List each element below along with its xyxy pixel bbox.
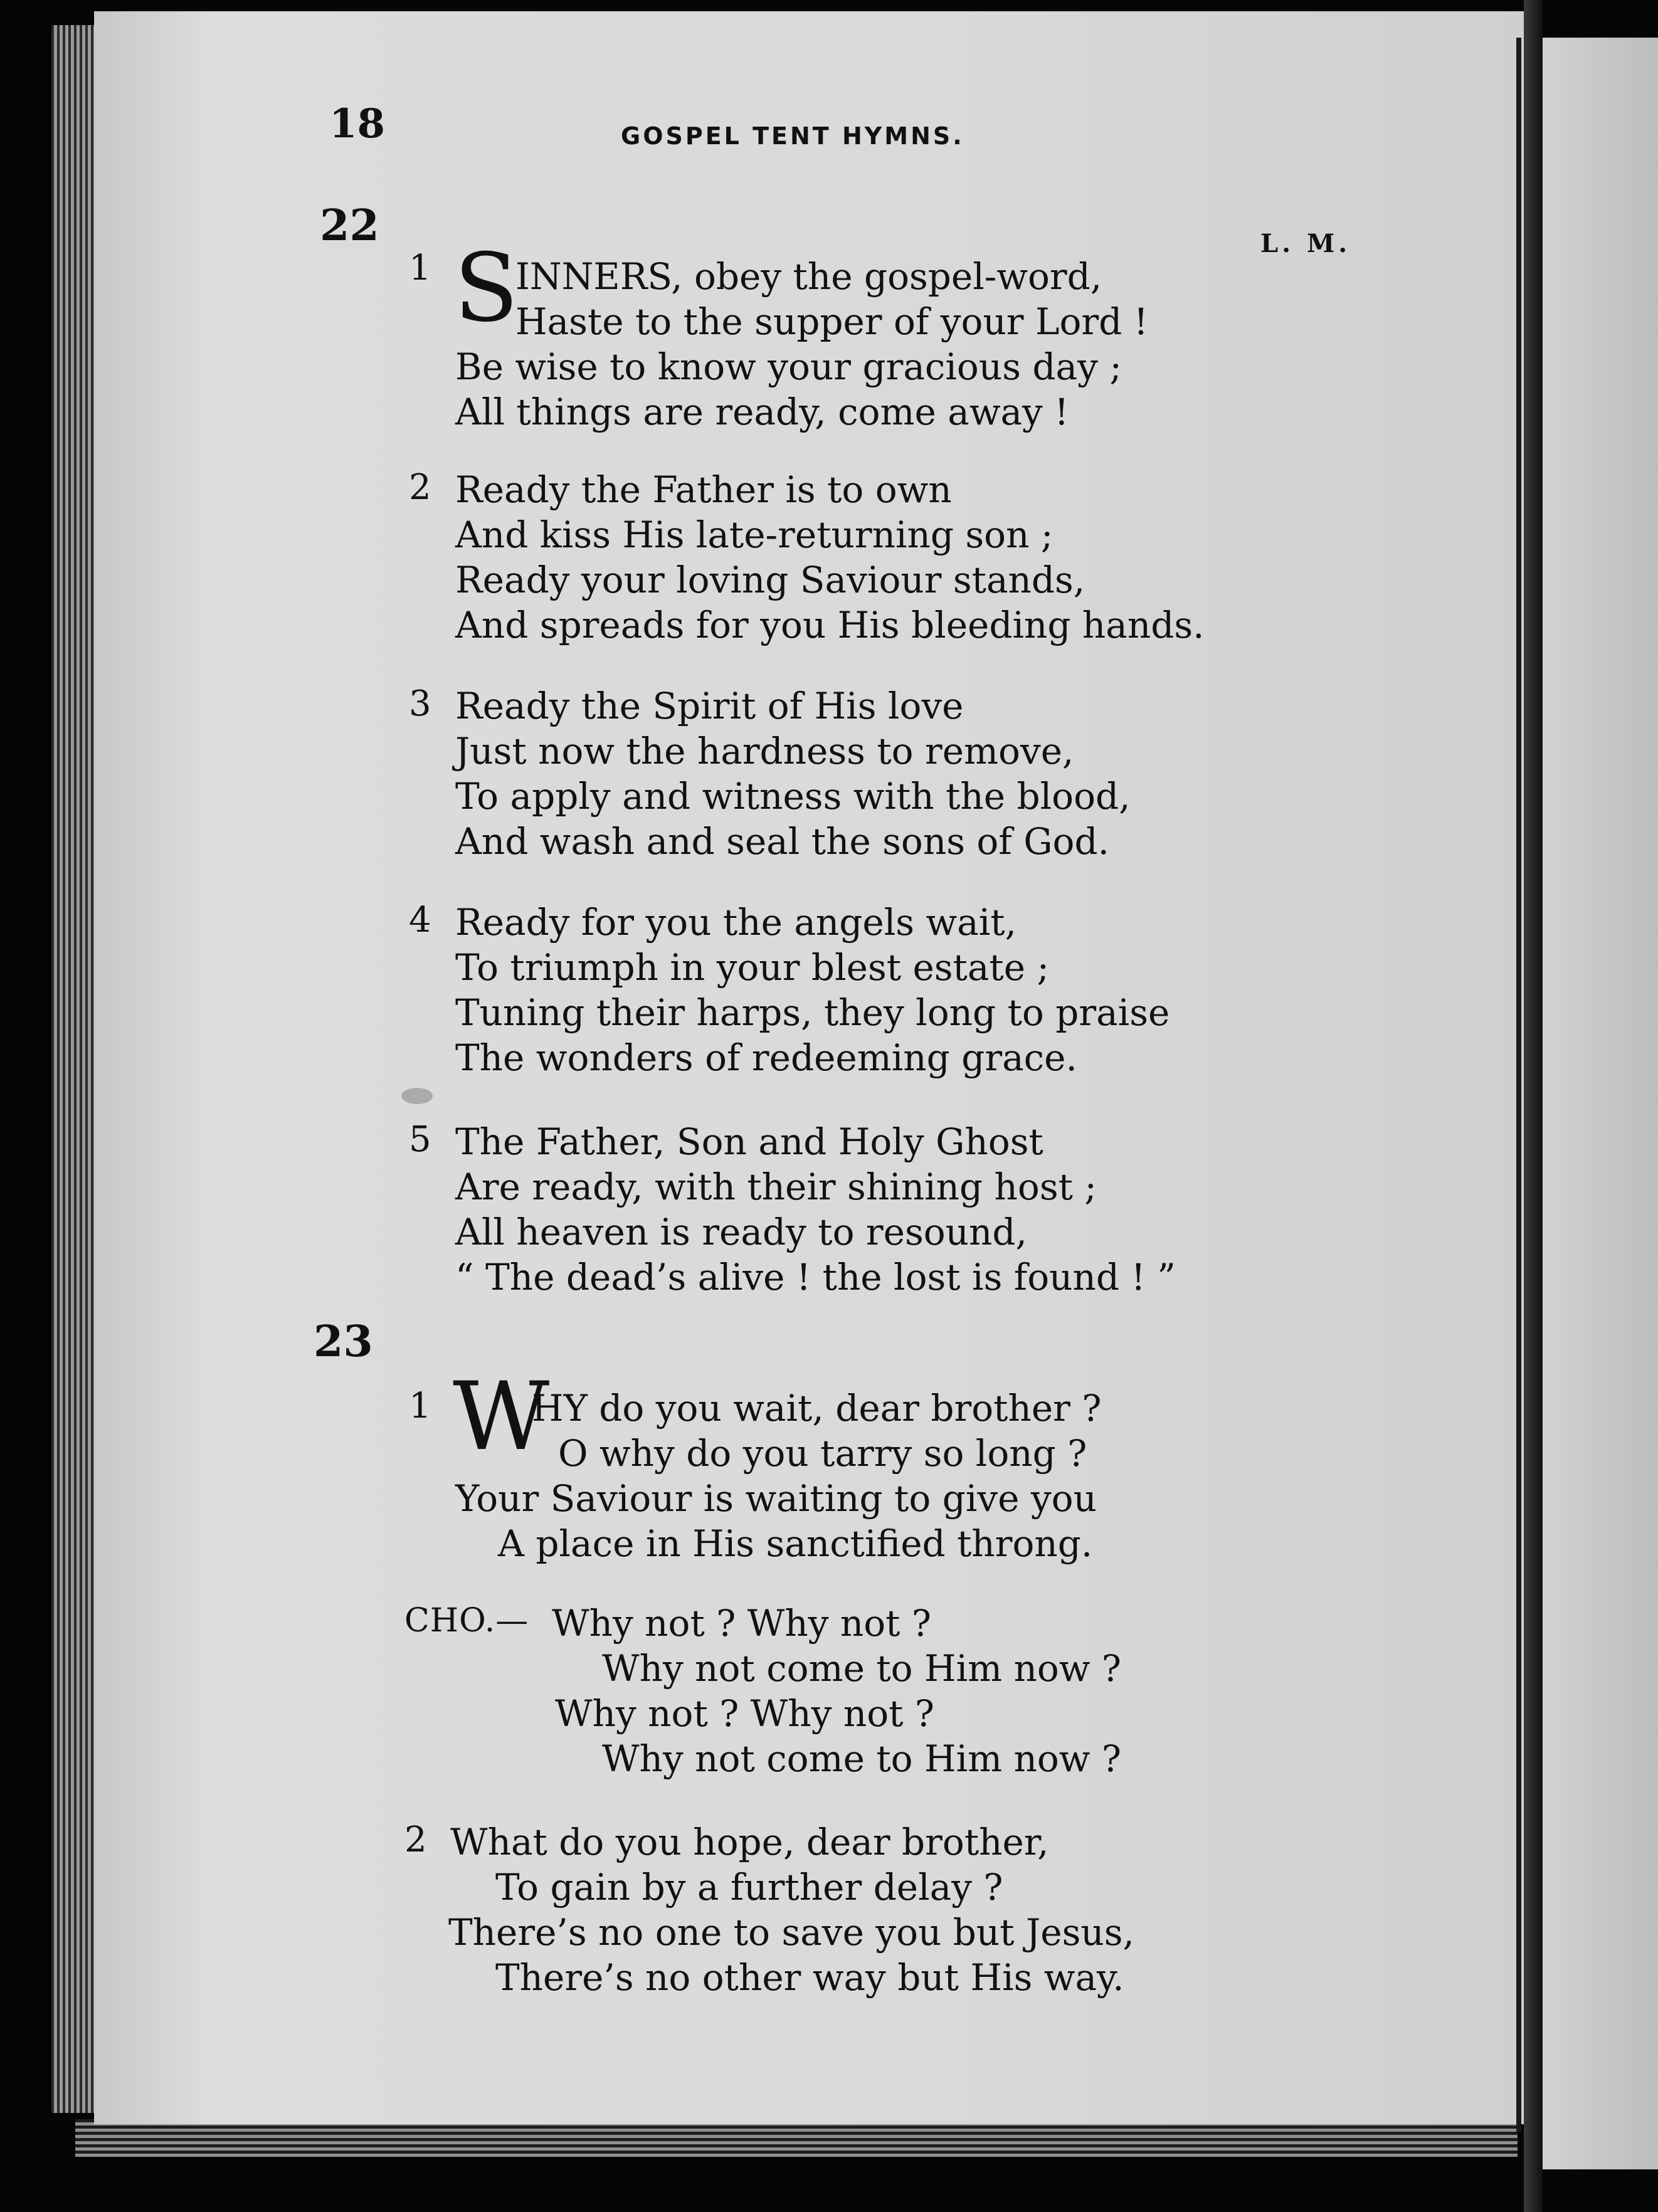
verse-number: 5: [409, 1119, 431, 1160]
verse-number: 2: [409, 467, 431, 508]
verse-number: 3: [409, 683, 431, 724]
verse-line: All things are ready, come away !: [455, 391, 1069, 433]
verse-line: The Father, Son and Holy Ghost: [455, 1120, 1043, 1163]
verse-line: Ready the Spirit of His love: [455, 685, 964, 727]
hymn-number-23: 23: [314, 1317, 373, 1367]
verse-line: O why do you tarry so long ?: [558, 1432, 1087, 1475]
chorus-line: Why not come to Him now ?: [602, 1737, 1122, 1780]
verse-line: To apply and witness with the blood,: [455, 775, 1131, 818]
running-title: GOSPEL TENT HYMNS.: [621, 122, 964, 150]
verse-line: A place in His sanctified throng.: [498, 1522, 1093, 1565]
verse-line: All heaven is ready to resound,: [455, 1211, 1027, 1253]
drop-cap: S: [454, 234, 519, 343]
verse-line: Haste to the supper of your Lord !: [515, 300, 1148, 343]
verse-line: Are ready, with their shining host ;: [455, 1166, 1097, 1208]
verse-line: To triumph in your blest estate ;: [455, 946, 1050, 989]
verse-line: HY do you wait, dear brother ?: [532, 1387, 1102, 1430]
verse-line: Be wise to know your gracious day ;: [455, 345, 1122, 388]
verse-line: Just now the hardness to remove,: [455, 730, 1074, 772]
verse-number: 2: [404, 1820, 427, 1860]
ink-smudge: [401, 1088, 433, 1104]
book-gutter: [1524, 0, 1543, 2212]
verse-line: INNERS, obey the gospel-word,: [515, 255, 1102, 298]
verse-line: “ The dead’s alive ! the lost is found ! ”: [455, 1256, 1176, 1298]
page-border: [1516, 38, 1521, 2132]
verse-line: And kiss His late-returning son ;: [455, 514, 1053, 556]
verse-number: 4: [409, 900, 431, 940]
verse-line: Ready for you the angels wait,: [455, 901, 1017, 944]
hymn-meter: L. M.: [1260, 229, 1351, 258]
verse-line: There’s no one to save you but Jesus,: [448, 1911, 1134, 1954]
verse-line: And wash and seal the sons of God.: [455, 820, 1110, 863]
verse-line: There’s no other way but His way.: [495, 1956, 1124, 1999]
verse-line: The wonders of redeeming grace.: [455, 1036, 1077, 1079]
verse-number: 1: [409, 248, 431, 288]
chorus-line: Why not ? Why not ?: [555, 1692, 935, 1735]
verse-line: Ready your loving Saviour stands,: [455, 559, 1085, 601]
verse-line: To gain by a further delay ?: [495, 1866, 1003, 1909]
page-number: 18: [329, 100, 386, 147]
verse-line: Ready the Father is to own: [455, 468, 952, 511]
bottom-page-edges: [75, 2119, 1518, 2157]
verse-line: What do you hope, dear brother,: [450, 1821, 1049, 1863]
right-page-edge: [1543, 38, 1658, 2169]
verse-line: Tuning their harps, they long to praise: [455, 991, 1170, 1034]
drop-cap: W: [453, 1362, 550, 1472]
verse-line: And spreads for you His bleeding hands.: [455, 604, 1205, 646]
chorus-label: CHO.—: [404, 1602, 529, 1640]
hymn-number-22: 22: [320, 201, 379, 251]
chorus-line: Why not ? Why not ?: [552, 1602, 932, 1645]
chorus-line: Why not come to Him now ?: [602, 1647, 1122, 1690]
verse-line: Your Saviour is waiting to give you: [455, 1477, 1097, 1520]
verse-number: 1: [409, 1386, 431, 1426]
